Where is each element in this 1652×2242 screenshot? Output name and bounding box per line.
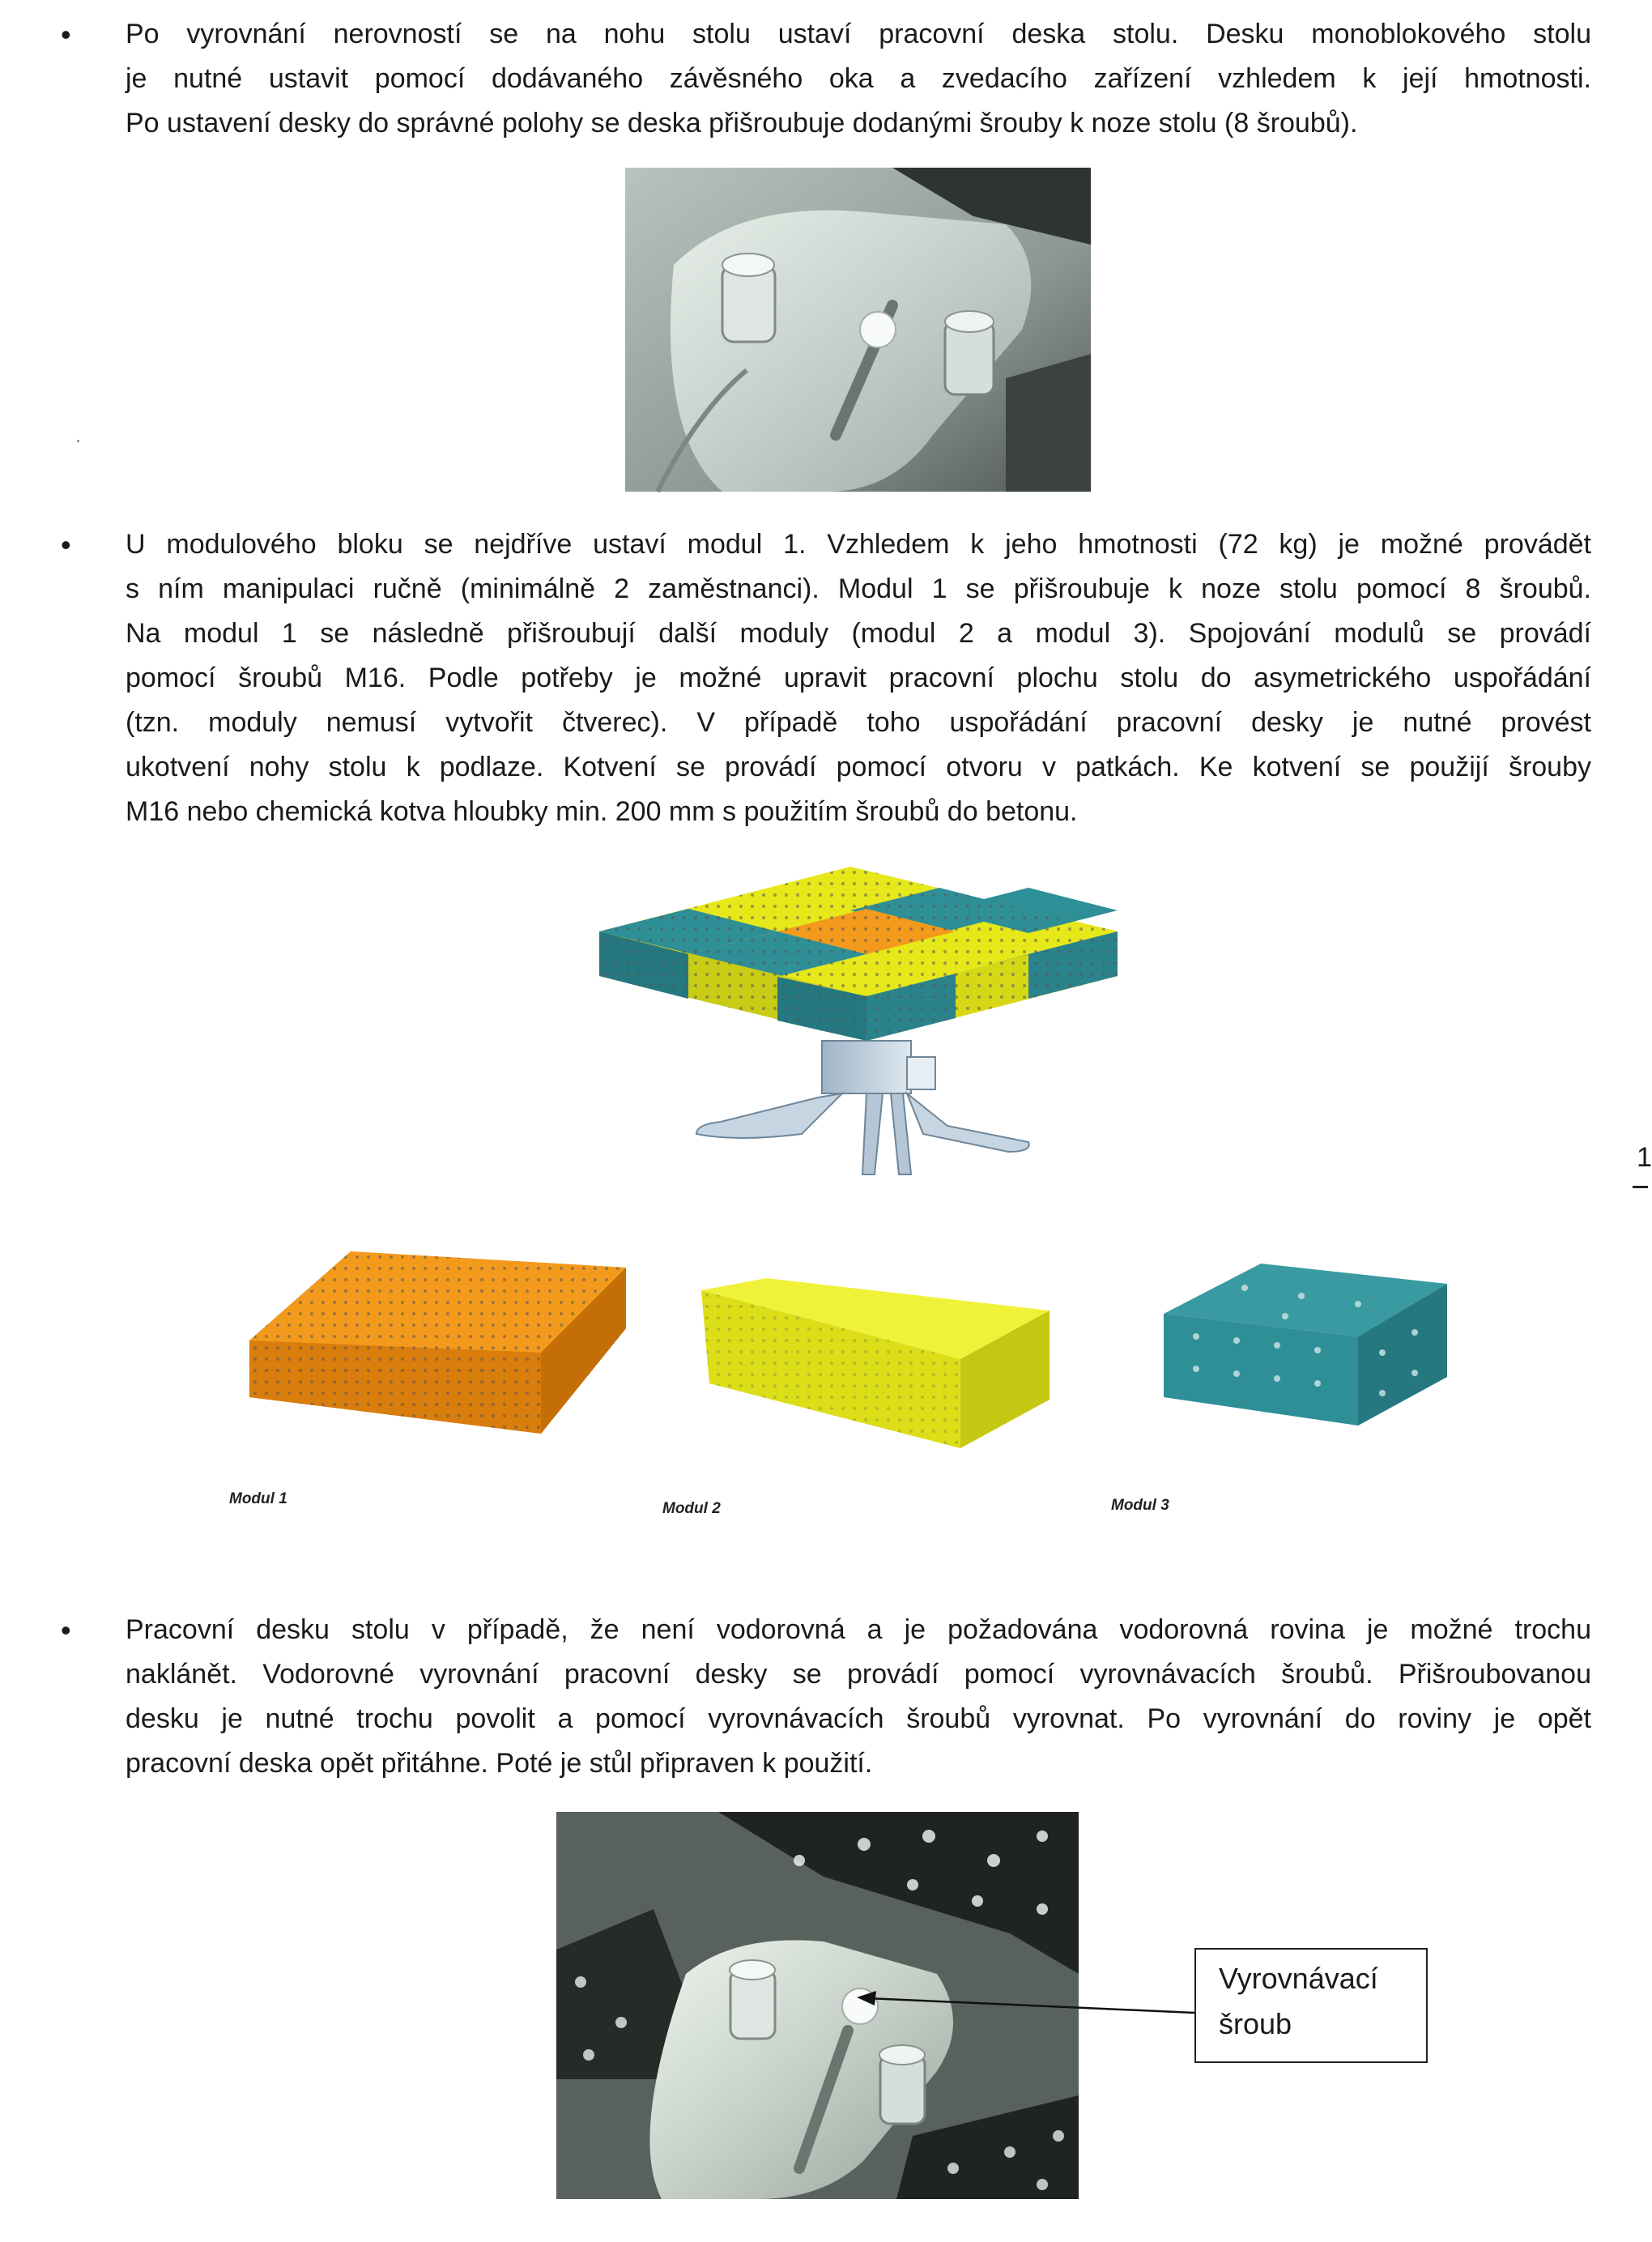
paragraph-1 xyxy=(61,12,1591,146)
callout-line-1: Vyrovnávací xyxy=(1219,1962,1378,1995)
bullet: • xyxy=(61,18,71,51)
paragraph-2 xyxy=(61,522,1591,834)
text-line: naklánět. Vodorovné vyrovnání pracovní desky se provádí pomocí vyrovnávacích šroubů. Přišroubovanou xyxy=(126,1659,1591,1690)
page-number: 1 xyxy=(1637,1142,1652,1173)
photo-leg-bracket xyxy=(625,168,1091,492)
module-1-image xyxy=(249,1251,626,1442)
assembled-table-image xyxy=(599,867,1126,1191)
assembled-table-illustration xyxy=(599,867,1126,1191)
module-3-caption: Modul 3 xyxy=(1111,1497,1169,1514)
text-line: Po ustavení desky do správné polohy se deska přišroubuje dodanými šrouby k noze stolu (8 šroubů). xyxy=(126,108,1358,139)
text-line: U modulového bloku se nejdříve ustaví modul 1. Vzhledem k jeho hmotnosti (72 kg) je možné provádět xyxy=(126,529,1591,560)
module-1-caption: Modul 1 xyxy=(229,1490,287,1507)
text-line: pomocí šroubů M16. Podle potřeby je možné upravit pracovní plochu stolu do asymetrického uspořádání xyxy=(126,663,1591,693)
text-line: desku je nutné trochu povolit a pomocí vyrovnávacích šroubů vyrovnat. Po vyrovnání do roviny je opět xyxy=(126,1703,1591,1734)
text-line: M16 nebo chemická kotva hloubky min. 200 mm s použitím šroubů do betonu. xyxy=(126,796,1078,827)
module-1-illustration xyxy=(249,1251,626,1442)
photo-leg-bracket-image xyxy=(625,168,1091,492)
text-line: (tzn. moduly nemusí vytvořit čtverec). V případě toho uspořádání pracovní desky je nutné provést xyxy=(126,707,1591,738)
text-line: Po vyrovnání nerovností se na nohu stolu ustaví pracovní deska stolu. Desku monoblokového stolu xyxy=(126,19,1591,49)
module-2-caption: Modul 2 xyxy=(662,1500,721,1517)
leveling-screw-callout xyxy=(1194,1948,1428,2063)
text-line: Na modul 1 se následně přišroubují další moduly (modul 2 a modul 3). Spojování modulů se provádí xyxy=(126,618,1591,649)
bullet: • xyxy=(61,1613,71,1647)
module-2-image xyxy=(701,1278,1050,1448)
module-3-image xyxy=(1164,1264,1447,1426)
paragraph-3 xyxy=(61,1608,1591,1786)
text-line: Pracovní desku stolu v případě, že není vodorovná a je požadována vodorovná rovina je možné trochu xyxy=(126,1614,1591,1645)
scan-speck xyxy=(77,440,79,442)
callout-arrow xyxy=(842,1988,1199,2029)
text-line: pracovní deska opět přitáhne. Poté je stůl připraven k použití. xyxy=(126,1748,873,1779)
module-2-illustration xyxy=(701,1278,1050,1448)
module-3-illustration xyxy=(1164,1264,1447,1426)
page-number-underline xyxy=(1633,1186,1648,1188)
text-line: je nutné ustavit pomocí dodávaného závěsného oka a zvedacího zařízení vzhledem k její hmotnosti. xyxy=(126,63,1591,94)
text-line: s ním manipulaci ručně (minimálně 2 zaměstnanci). Modul 1 se přišroubuje k noze stolu pomocí 8 šroubů. xyxy=(126,573,1591,604)
callout-line-2: šroub xyxy=(1219,2007,1292,2040)
bullet: • xyxy=(61,528,71,561)
text-line: ukotvení nohy stolu k podlaze. Kotvení se provádí pomocí otvoru v patkách. Ke kotvení se použijí šrouby xyxy=(126,752,1591,782)
